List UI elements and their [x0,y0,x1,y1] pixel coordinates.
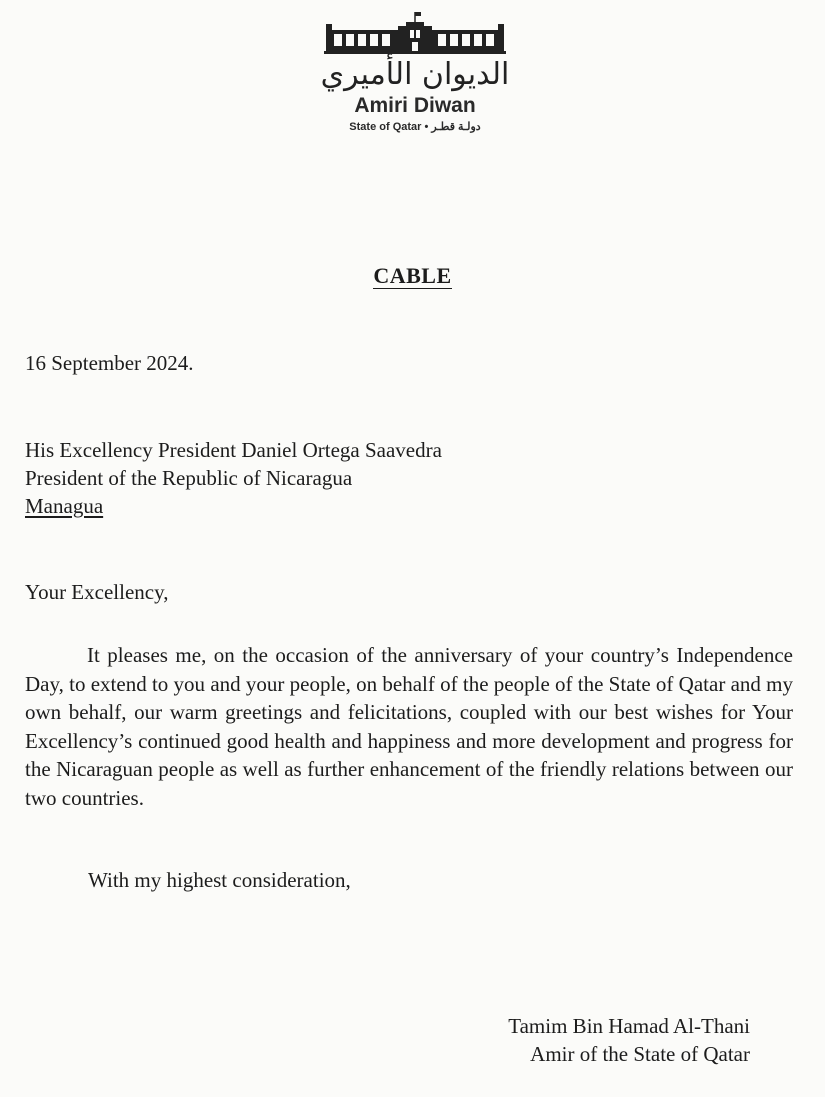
closing-line: With my highest consideration, [88,868,351,892]
palace-emblem-icon [324,10,506,54]
addressee-city: Managua [25,494,104,518]
salutation: Your Excellency, [25,580,169,604]
signatory-title: Amir of the State of Qatar [530,1042,750,1066]
organization-name: Amiri Diwan [354,94,476,117]
arabic-wordmark: الديوان الأميري [320,57,510,92]
signatory-name: Tamim Bin Hamad Al-Thani [508,1014,750,1038]
letter-body: It pleases me, on the occasion of the anniversary of your country’s Independence Day, to extend to you and your people, on behalf of the people of the State of Qatar and my own behalf, our warm greetings and felicitations, coupled with our best wishes for Your Excellency’s continued good health and happiness and more development and progress for the Nicaraguan people as well as further enhancement of the friendly relations between our two countries. [25,643,793,810]
letterhead [320,10,510,134]
letter-date: 16 September 2024. [25,351,194,375]
addressee-title: President of the Republic of Nicaragua [25,466,353,490]
addressee-block [25,436,442,520]
addressee-name: His Excellency President Daniel Ortega Saavedra [25,438,442,462]
document-title [0,263,825,289]
document-title-text: CABLE [373,263,452,288]
signature-block [420,1012,750,1068]
organization-subtitle: State of Qatar • دولـة قطـر [349,121,481,133]
